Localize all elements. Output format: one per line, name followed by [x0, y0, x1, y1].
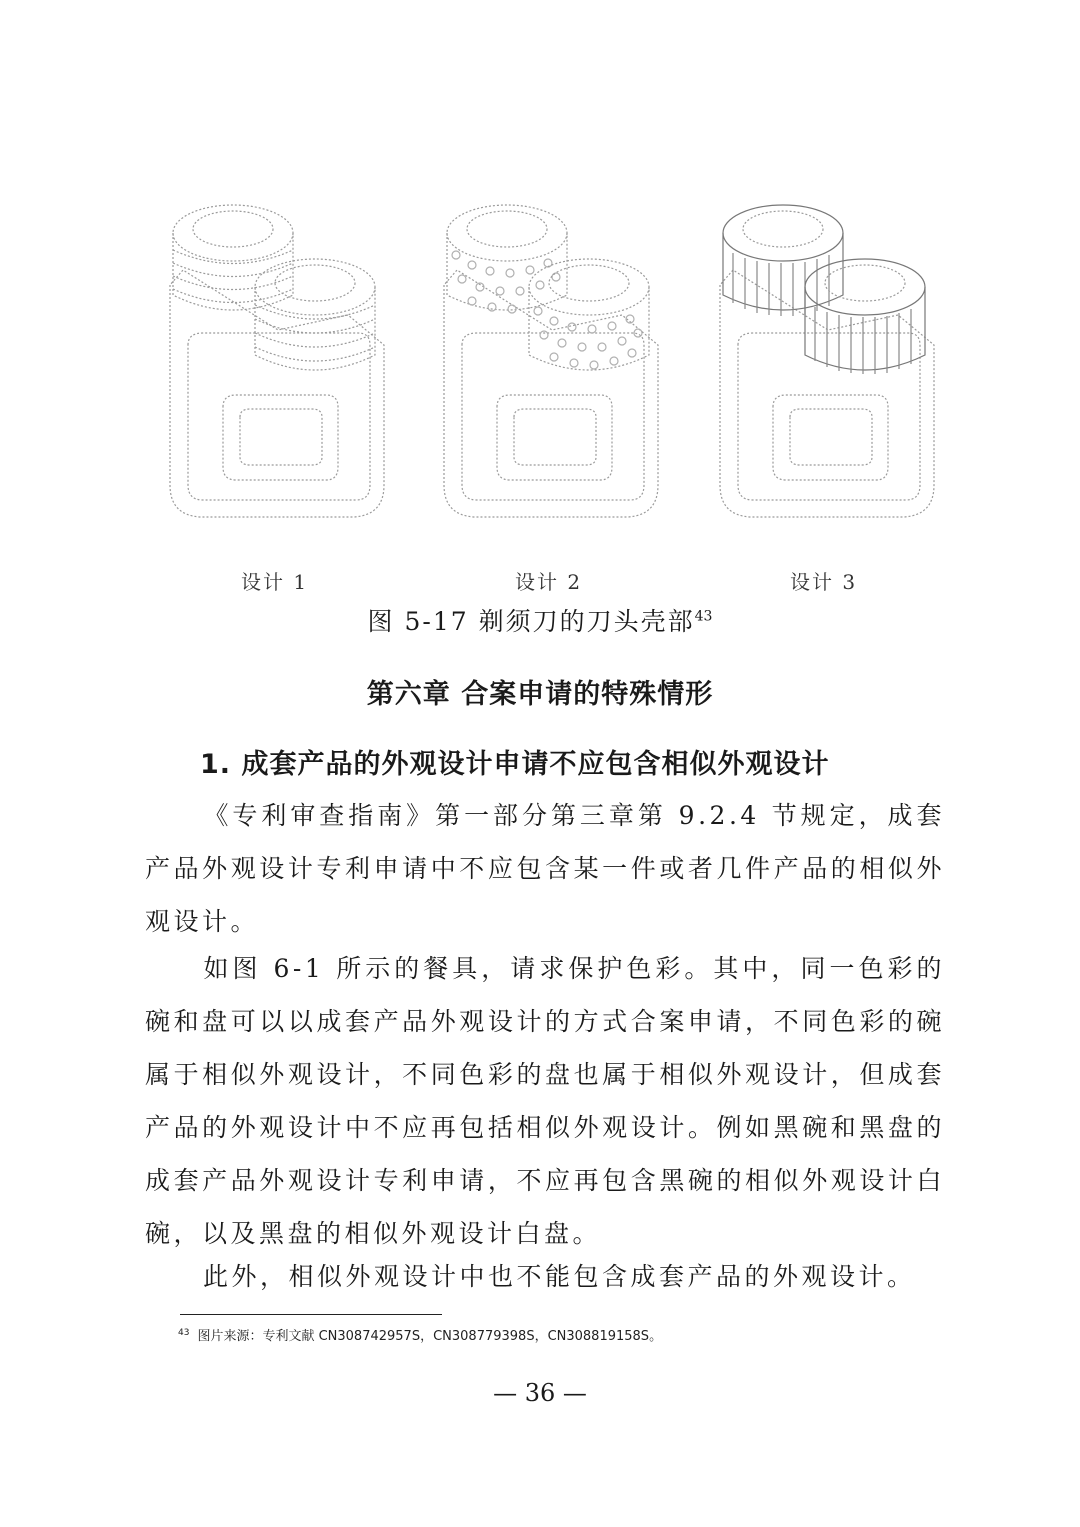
design-2-drawing — [432, 195, 672, 535]
design-2-label: 设计 2 — [515, 570, 583, 594]
paragraph-2-text: 如图 6-1 所示的餐具，请求保护色彩。其中，同一色彩的碗和盘可以以成套产品外观设计的方式合案申请，不同色彩的碗属于相似外观设计，不同色彩的盘也属于相似外观设计，但成套产品的外观设计中不应再包括相似外观设计。例如黑碗和黑盘的成套产品外观设计专利申请，不应再包含黑碗的相似外观设计白碗，以及黑盘的相似外观设计白盘。 — [145, 954, 945, 1248]
page-number: — 36 — — [493, 1379, 587, 1407]
figure-row — [150, 195, 950, 555]
design-1-label: 设计 1 — [241, 570, 309, 594]
footnote-divider — [180, 1314, 442, 1315]
footnote-number: 43 — [178, 1327, 190, 1338]
paragraph-3-text: 此外，相似外观设计中也不能包含成套产品的外观设计。 — [203, 1262, 916, 1291]
footnote — [178, 1325, 662, 1344]
figure-caption-text: 图 5-17 剃须刀的刀头壳部 — [367, 607, 695, 636]
section-title: 1. 成套产品的外观设计申请不应包含相似外观设计 — [200, 749, 830, 780]
paragraph-1 — [145, 789, 945, 948]
paragraph-3 — [145, 1250, 945, 1303]
paragraph-2 — [145, 942, 945, 1260]
paragraph-1-text: 《专利审查指南》第一部分第三章第 9.2.4 节规定，成套产品外观设计专利申请中不应包含某一件或者几件产品的相似外观设计。 — [145, 801, 945, 936]
design-3-label: 设计 3 — [790, 570, 858, 594]
footnote-ref[interactable]: 43 — [694, 608, 713, 625]
design-3-drawing — [708, 195, 948, 535]
footnote-text: 图片来源：专利文献 CN308742957S，CN308779398S，CN308819158S。 — [197, 1329, 663, 1344]
design-1-drawing — [158, 195, 398, 535]
chapter-title: 第六章 合案申请的特殊情形 — [366, 679, 714, 710]
figure-caption — [0, 602, 1080, 638]
